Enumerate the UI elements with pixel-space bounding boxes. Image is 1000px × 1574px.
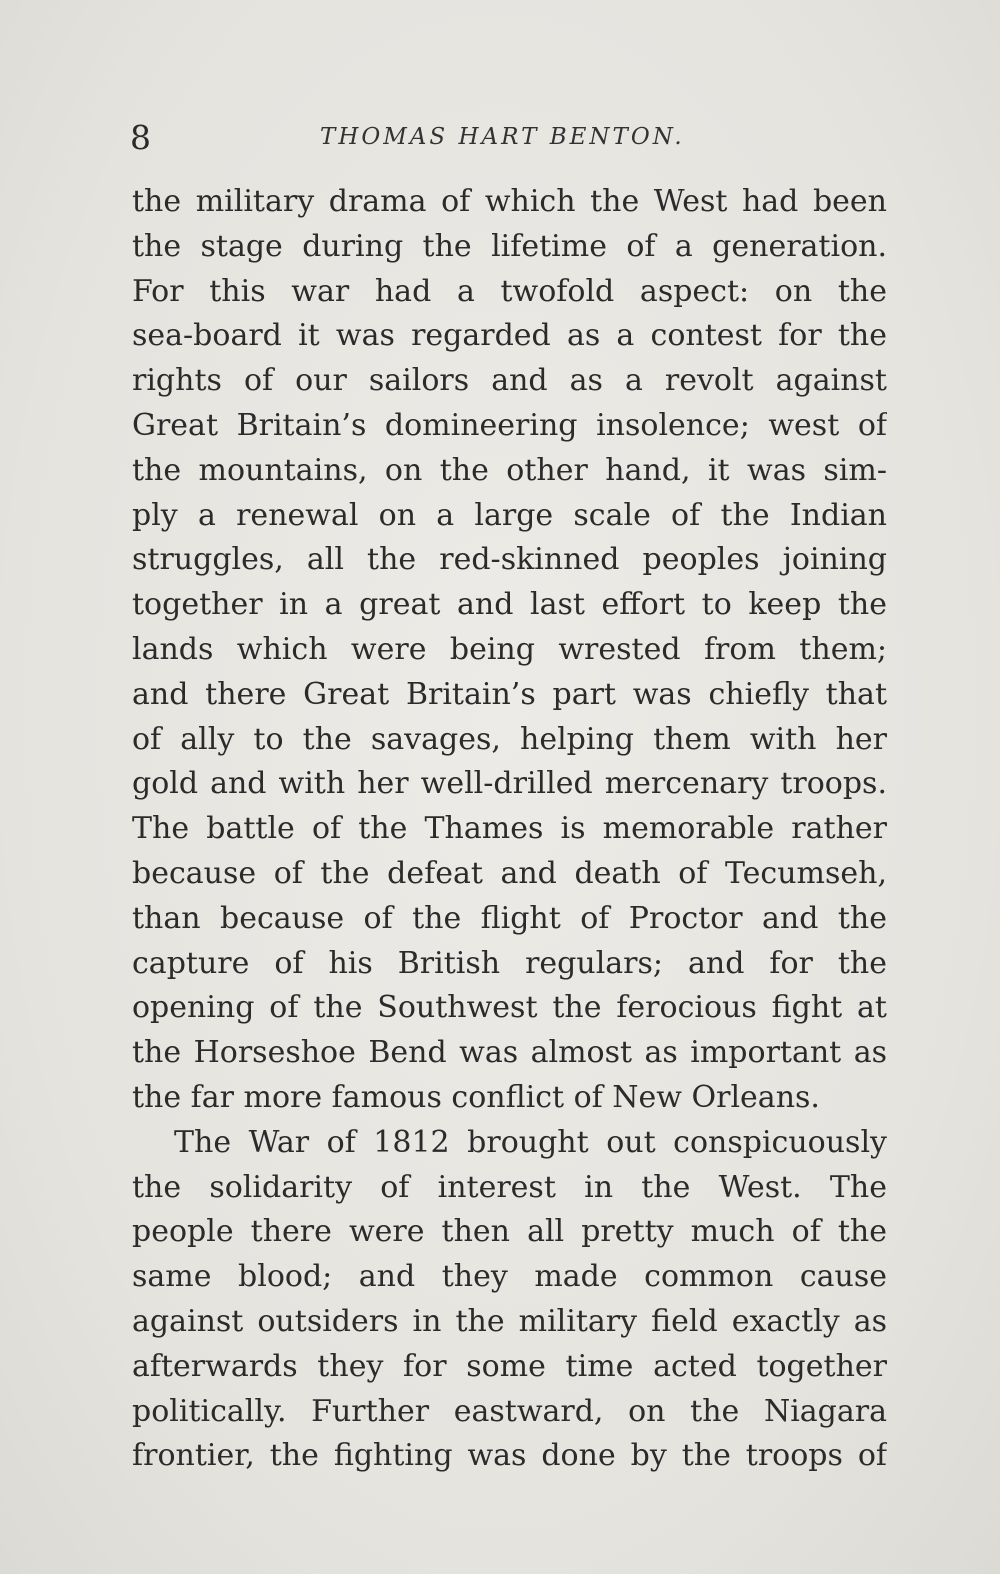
text-line: frontier, the fighting was done by the troops of xyxy=(132,1438,887,1474)
running-head: THOMAS HART BENTON. xyxy=(320,124,685,150)
text-line: ply a renewal on a large scale of the Indian xyxy=(132,497,887,533)
paragraph-start-line: The War of 1812 brought out conspicuously xyxy=(174,1124,887,1160)
text-line: politically. Further eastward, on the Niagara xyxy=(132,1393,887,1429)
text-line: together in a great and last effort to keep the xyxy=(132,587,887,623)
text-line: lands which were being wrested from them; xyxy=(132,631,887,667)
text-line: opening of the Southwest the ferocious fight at xyxy=(132,990,887,1026)
body-text xyxy=(132,180,887,1479)
text-line: because of the defeat and death of Tecumseh, xyxy=(132,855,887,891)
text-line: against outsiders in the military field exactly as xyxy=(132,1303,887,1339)
text-line: same blood; and they made common cause xyxy=(132,1259,887,1295)
text-line: Great Britain’s domineering insolence; west of xyxy=(132,407,887,443)
text-line: capture of his British regulars; and for the xyxy=(132,945,887,981)
text-line: rights of our sailors and as a revolt against xyxy=(132,363,887,399)
text-line: people there were then all pretty much of the xyxy=(132,1214,887,1250)
text-line: struggles, all the red-skinned peoples joining xyxy=(132,542,887,578)
text-line: the military drama of which the West had been xyxy=(132,184,887,219)
text-line: than because of the flight of Proctor and the xyxy=(132,900,887,936)
text-line: gold and with her well-drilled mercenary troops. xyxy=(132,766,887,802)
text-line: sea-board it was regarded as a contest for the xyxy=(132,318,887,354)
text-line: the solidarity of interest in the West. The xyxy=(132,1169,887,1205)
text-line: For this war had a twofold aspect: on the xyxy=(132,273,887,309)
text-line: afterwards they for some time acted together xyxy=(132,1348,887,1384)
text-line: of ally to the savages, helping them with her xyxy=(132,721,887,757)
text-line: and there Great Britain’s part was chiefly that xyxy=(132,676,887,712)
text-line: the Horseshoe Bend was almost as important as xyxy=(132,1035,887,1071)
text-line: the stage during the lifetime of a generation. xyxy=(132,228,887,264)
text-line: the mountains, on the other hand, it was sim- xyxy=(132,452,887,488)
page-header xyxy=(130,118,890,168)
paragraph-end-line: the far more famous conflict of New Orleans. xyxy=(132,1079,820,1115)
page-number: 8 xyxy=(130,118,151,157)
text-line: The battle of the Thames is memorable rather xyxy=(132,811,887,847)
